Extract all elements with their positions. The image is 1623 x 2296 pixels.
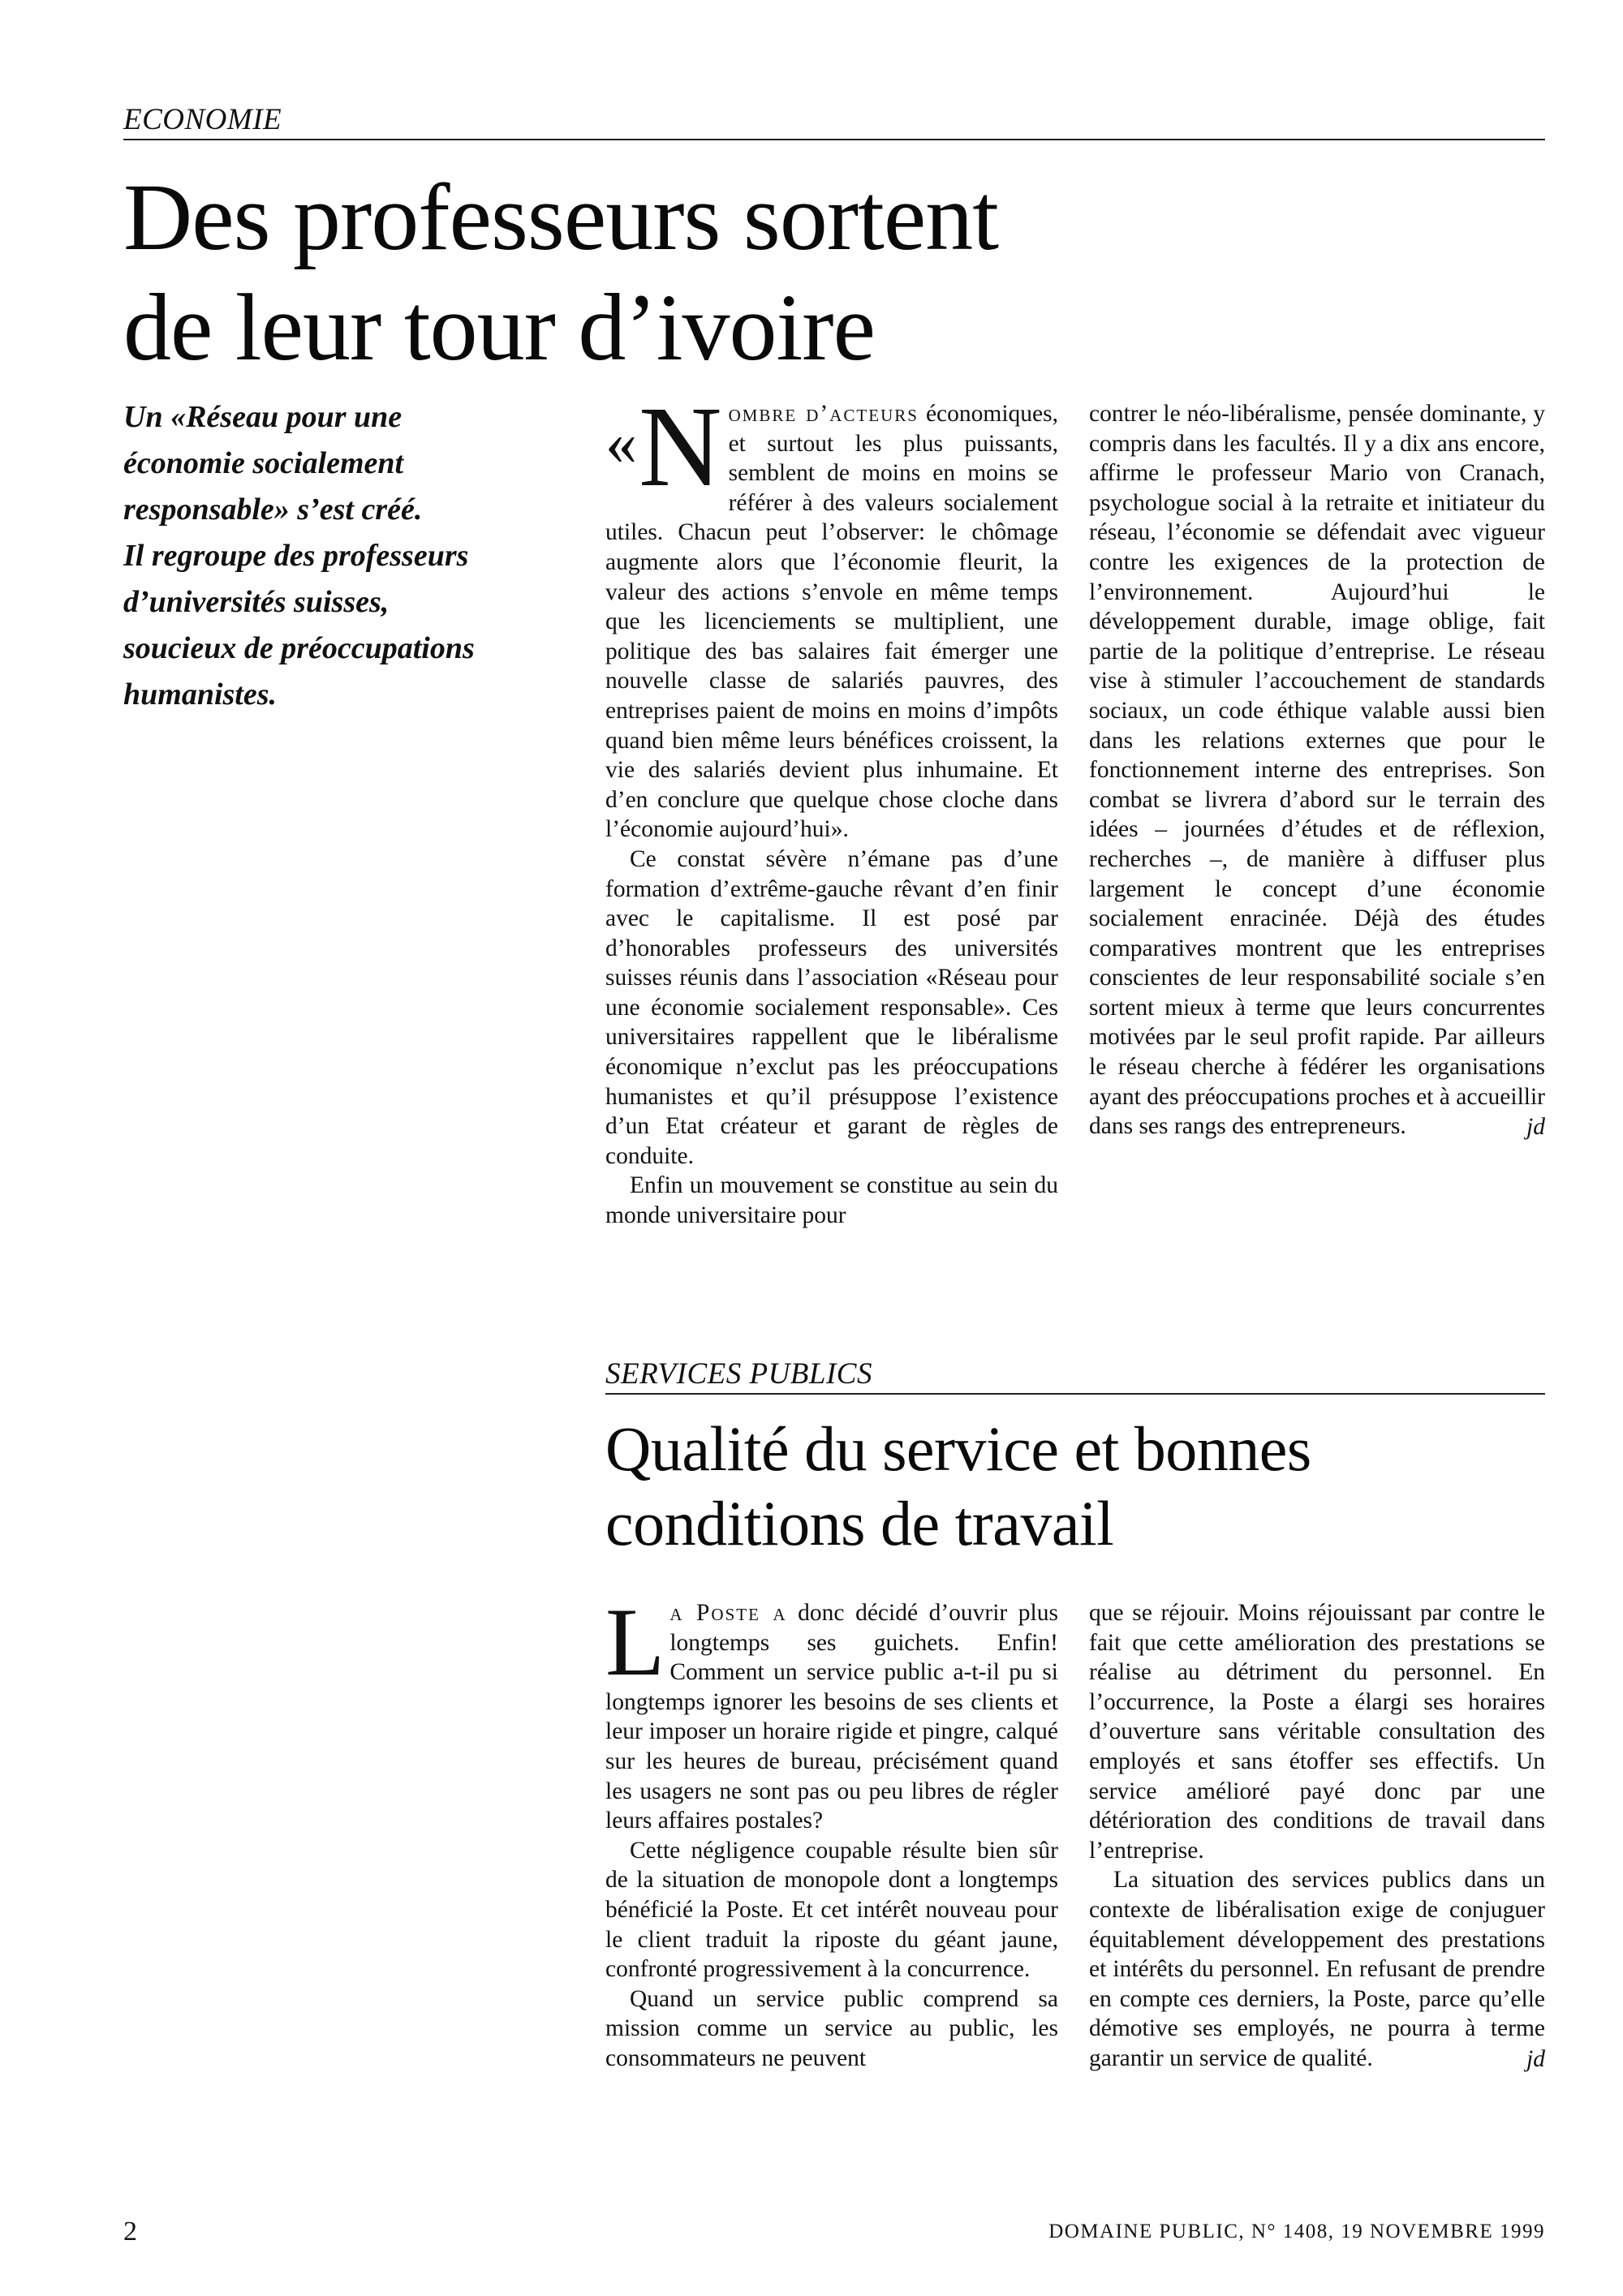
article1-title-line: Des professeurs sortent bbox=[123, 164, 999, 270]
article1-paragraph-1 bbox=[605, 382, 1058, 845]
article2-paragraph-2: Cette négligence coupable résulte bien sûr de la situation de monopole dont a longtemps bénéficié la Poste. Et cet intérêt nouveau pour le client traduit la riposte du géant jaune, confronté progressivement à la concurrence. bbox=[605, 1837, 1058, 1983]
publication-info: DOMAINE PUBLIC, N° 1408, 19 NOVEMBRE 1999 bbox=[1048, 2221, 1545, 2242]
article2-paragraph-3-continued: que se réjouir. Moins réjouissant par contre le fait que cette amélioration des prestations se réalise au détriment du personnel. En l’occurrence, la Poste a élargi ses horaires d’ouverture sans véritable consultation des employés et sans étoffer ses effectifs. Un service amélioré payé donc par une détérioration des conditions de travail dans l’entreprise. bbox=[1089, 1600, 1545, 1864]
lead-line: économie socialement bbox=[123, 446, 404, 480]
author-signature: jd bbox=[1526, 1113, 1545, 1140]
article2-paragraph-3-start: Quand un service public comprend sa mission comme un service au public, les consommateurs ne peuvent bbox=[605, 1985, 1058, 2071]
opening-quote: « bbox=[605, 407, 637, 478]
section-rubric-services-publics: SERVICES PUBLICS bbox=[605, 1357, 1545, 1395]
article1-title-line: de leur tour d’ivoire bbox=[123, 274, 875, 381]
paragraph-text: donc décidé d’ouvrir plus longtemps ses guichets. Enfin! Comment un service public a-t-il pu si longtemps ignorer les besoins de ses clients et leur imposer un horaire rigide et pingre, calqué sur les heures de bureau, précisément quand les usagers ne sont pas ou peu libres de régler leurs affaires postales? bbox=[605, 1600, 1058, 1834]
lead-line: responsable» s’est créé. bbox=[123, 492, 423, 527]
page-number: 2 bbox=[123, 2216, 137, 2247]
article2-title-line: Qualité du service et bonnes bbox=[605, 1413, 1311, 1484]
article2-paragraph-4: La situation des services publics dans un contexte de libéralisation exige de conjuguer équitablement développement des prestations et intérêts du personnel. En refusant de prendre en compte ces derniers, la Poste, parce qu’elle démotive ses employés, ne pourra à terme garantir un service de qualité. bbox=[1089, 1867, 1545, 2071]
article1-paragraph-3-start: Enfin un mouvement se constitue au sein du monde universitaire pour bbox=[605, 1172, 1058, 1229]
lead-line: humanistes. bbox=[123, 677, 278, 712]
article2-column-1 bbox=[605, 1588, 1058, 2182]
lead-line: Il regroupe des professeurs bbox=[123, 539, 469, 573]
drop-cap-letter: L bbox=[605, 1588, 665, 1696]
article1-column-2 bbox=[1089, 399, 1545, 1324]
lead-line: Un «Réseau pour une bbox=[123, 400, 403, 434]
small-caps-opening: ombre d’acteurs bbox=[728, 401, 919, 427]
article2-title-line: conditions de travail bbox=[605, 1488, 1114, 1559]
paragraph-text: économiques, et surtout les plus puissants, semblent de moins en moins se référer à des valeurs socialement utiles. Chacun peut l’observer: le chômage augmente alors que l’économie fleurit, la valeur des actions s’envole en même temps que les licenciements se multiplient, une politique des bas salaires fait émerger une nouvelle classe de salariés pauvres, des entreprises paient de moins en moins d’impôts quand bien même leurs bénéfices croissent, la vie des salariés devient plus inhumaine. Et d’en conclure que quelque chose cloche dans l’économie aujourd’hui». bbox=[605, 401, 1058, 843]
article2-paragraph-1 bbox=[605, 1588, 1058, 1836]
article2-column-2 bbox=[1089, 1598, 1545, 2182]
article1-paragraph-3-continued: contrer le néo-libéralisme, pensée dominante, y compris dans les facultés. Il y a dix ans encore, affirme le professeur Mario von Cranach, psychologue social à la retraite et initiateur du réseau, l’économie se défendait avec vigueur contre les exigences de la protection de l’environnement. Aujourd’hui le développement durable, image oblige, fait partie de la politique d’entreprise. Le réseau vise à stimuler l’accouchement de standards sociaux, un code éthique valable aussi bien dans les relations externes que pour le fonctionnement interne des entreprises. Son combat se livrera d’abord sur le terrain des idées – journées d’études et de réflexion, recherches –, de manière à diffuser plus largement le concept d’une économie socialement enracinée. Déjà des études comparatives montrent que les entreprises conscientes de leur responsabilité sociale s’en sortent mieux à terme que leurs concurrentes motivées par le seul profit rapide. Par ailleurs le réseau cherche à fédérer les organisations ayant des préoccupations proches et à accueillir dans ses rangs des entrepreneurs. bbox=[1089, 401, 1545, 1140]
article2-title bbox=[605, 1412, 1547, 1561]
drop-cap-letter: N bbox=[639, 382, 722, 510]
small-caps-opening: a Poste a bbox=[669, 1600, 787, 1626]
lead-line: soucieux de préoccupations bbox=[123, 631, 475, 665]
author-signature: jd bbox=[1526, 2045, 1545, 2072]
lead-line: d’universités suisses, bbox=[123, 585, 390, 619]
dropcap-group bbox=[605, 382, 722, 510]
section-rubric-economie: ECONOMIE bbox=[123, 102, 1545, 140]
article1-title bbox=[123, 162, 1341, 383]
article1-column-1 bbox=[605, 382, 1058, 1324]
article1-lead bbox=[123, 394, 578, 718]
article1-paragraph-2: Ce constat sévère n’émane pas d’une formation d’extrême-gauche rêvant d’en finir avec le capitalisme. Il est posé par d’honorables professeurs des universités suisses réunis dans l’association «Réseau pour une économie socialement responsable». Ces universitaires rappellent que le libéralisme économique n’exclut pas les préoccupations humanistes et qu’il présuppose l’existence d’un Etat créateur et garant de règles de conduite. bbox=[605, 845, 1058, 1169]
